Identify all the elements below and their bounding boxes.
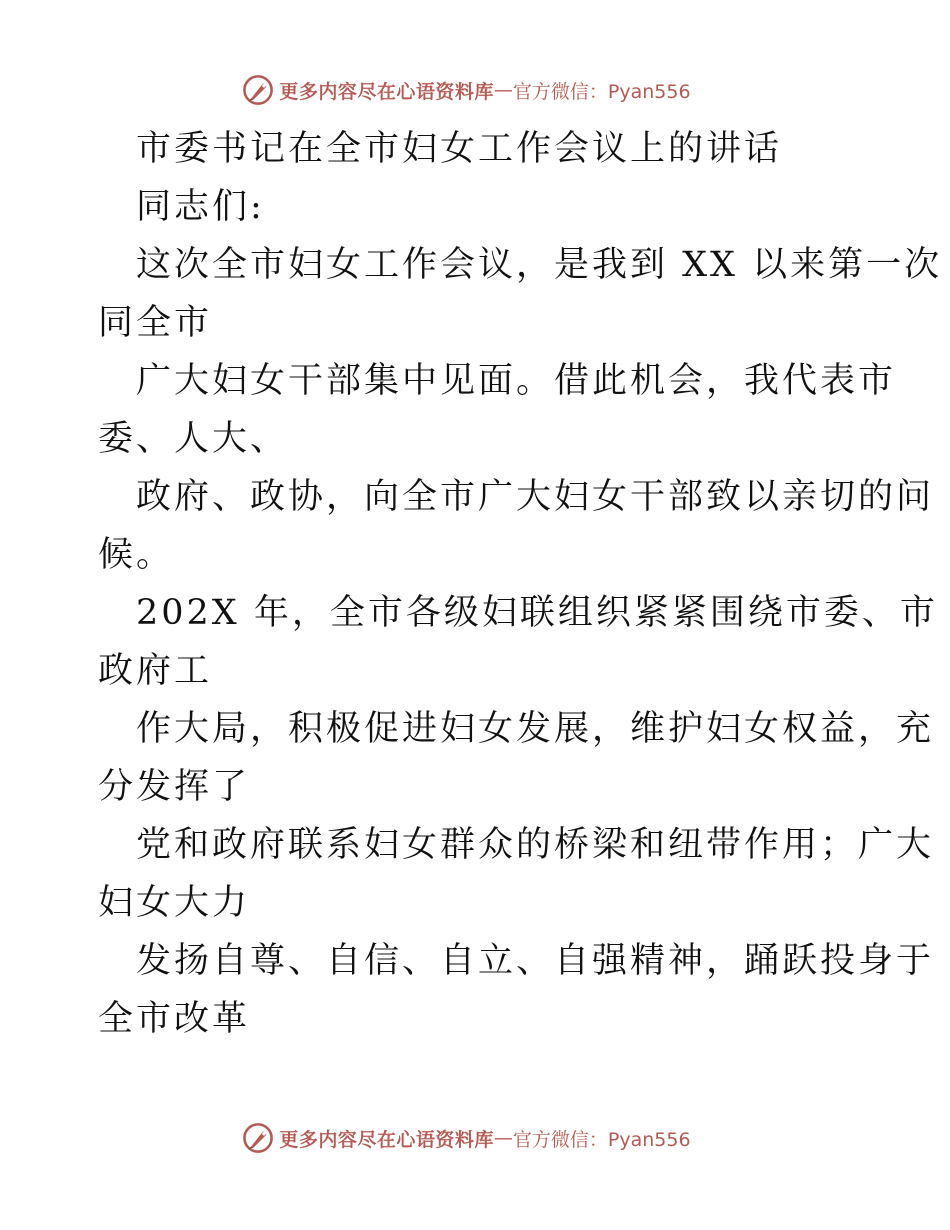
text-line: 政府、政协，向全市广大妇女干部致以亲切的问 [136,477,935,517]
watermark-dash: — [493,1127,513,1149]
text-line: 全市改革 [98,999,251,1039]
text-line: 妇女大力 [98,883,251,923]
text-line: 分发挥了 [98,767,251,807]
footer-watermark [0,1118,950,1158]
text-line: 候。 [98,535,175,575]
text-line: 作大局，积极促进妇女发展，维护妇女权益，充 [136,709,935,749]
salutation: 同志们: [136,187,265,227]
watermark-wechat: 官方微信：Pyan556 [512,1128,691,1151]
pen-nib-logo-icon [241,73,275,107]
text-line: 政府工 [98,651,213,691]
text-line: 这次全市妇女工作会议，是我到 XX 以来第一次 [136,245,943,285]
text-line: 委、人大、 [98,419,289,459]
watermark-text: 更多内容尽在心语资料库 [279,1128,494,1151]
watermark-wechat: 官方微信：Pyan556 [512,80,691,103]
text-line: 发扬自尊、自信、自立、自强精神，踊跃投身于 [136,941,935,981]
watermark-text: 更多内容尽在心语资料库 [279,80,494,103]
pen-nib-logo-icon [241,1121,275,1155]
document-title: 市委书记在全市妇女工作会议上的讲话 [136,129,783,169]
text-line: 广大妇女干部集中见面。借此机会，我代表市 [136,361,897,401]
text-line: 202X 年，全市各级妇联组织紧紧围绕市委、市 [136,593,938,633]
watermark-dash: — [493,79,513,101]
header-watermark [0,70,950,110]
text-line: 同全市 [98,303,213,343]
document-body [98,120,943,1048]
text-line: 党和政府联系妇女群众的桥梁和纽带作用；广大 [136,825,935,865]
